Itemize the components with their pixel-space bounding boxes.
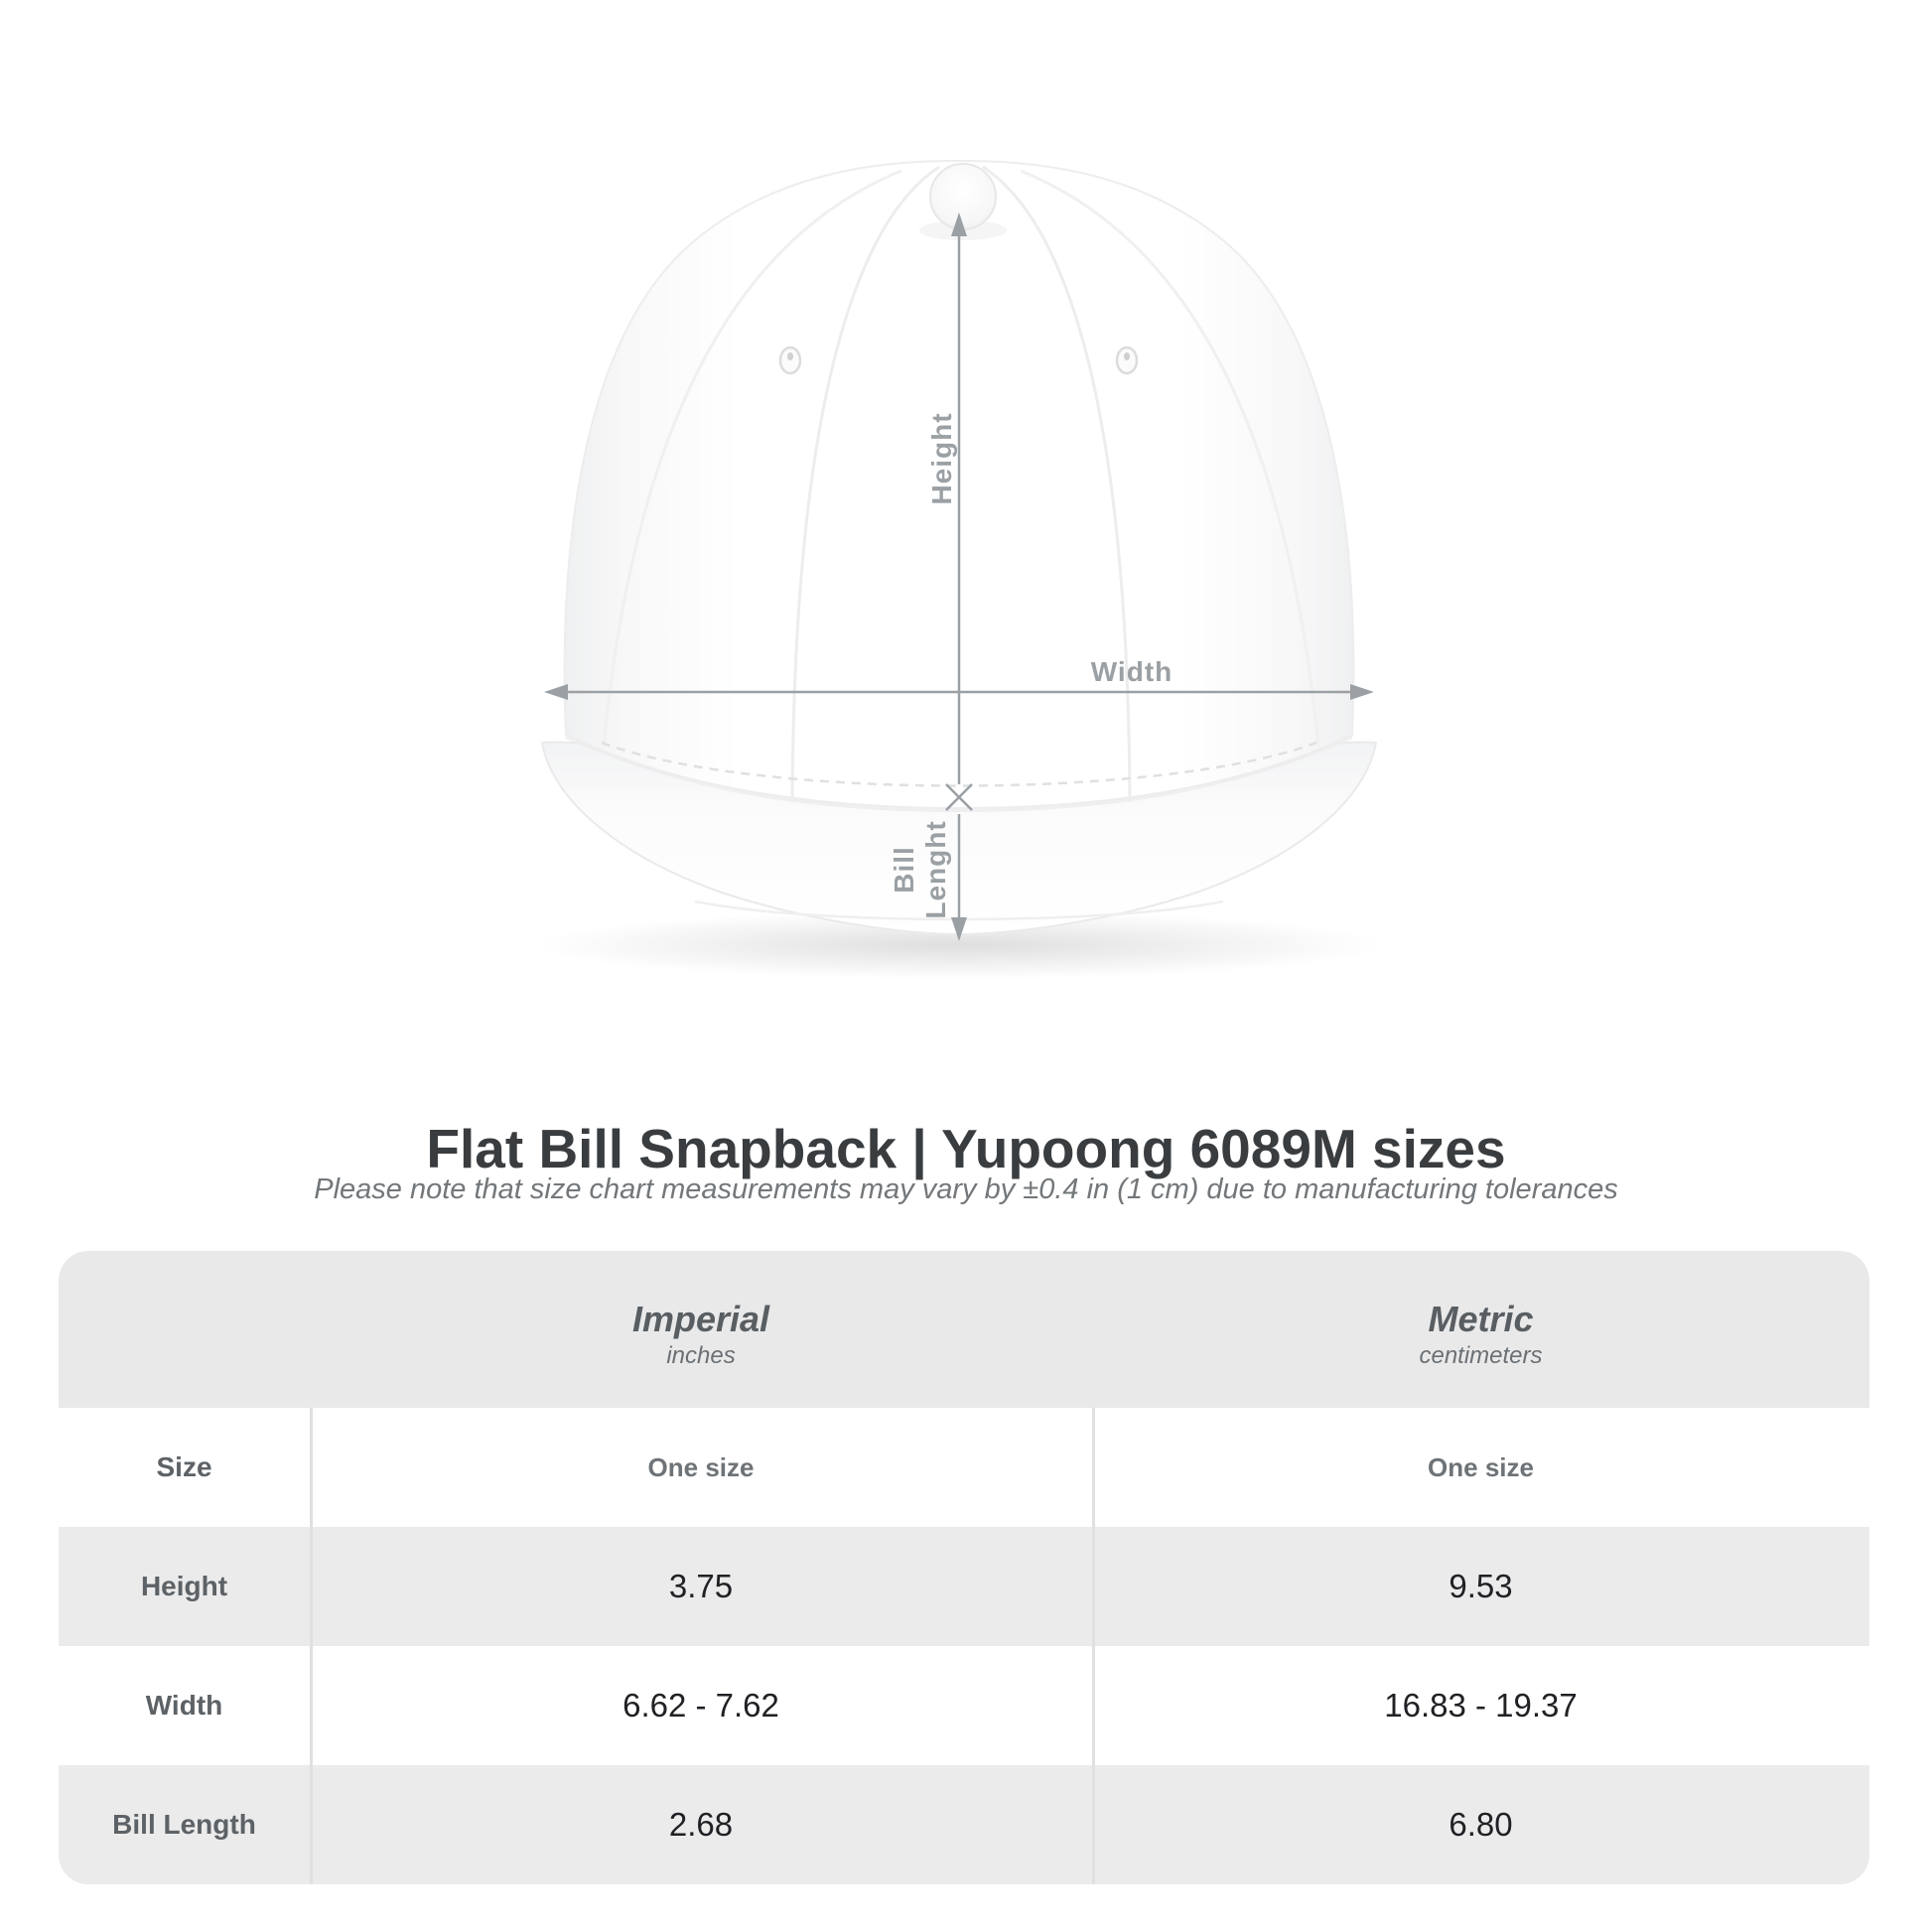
size-table <box>59 1251 1869 1884</box>
bill-length-measure-label-line1: Bill <box>889 846 919 894</box>
width-metric-value: 16.83 - 19.37 <box>1384 1687 1578 1724</box>
size-metric-value: One size <box>1428 1451 1534 1482</box>
metric-column-header <box>1092 1251 1869 1408</box>
size-table-header <box>59 1251 1869 1408</box>
height-imperial-value: 3.75 <box>668 1568 734 1604</box>
imperial-column-header <box>310 1251 1092 1408</box>
column-divider <box>1092 1408 1095 1884</box>
bill-length-measure-label-line2: Lenght <box>920 820 951 919</box>
table-row-width <box>59 1646 1869 1765</box>
column-divider <box>310 1408 313 1884</box>
table-row-size <box>59 1408 1869 1527</box>
row-label: Height <box>140 1571 228 1601</box>
size-imperial-value: One size <box>647 1451 755 1482</box>
width-measure-label: Width <box>1090 656 1173 687</box>
width-imperial-value: 6.62 - 7.62 <box>622 1687 779 1724</box>
table-row-height <box>59 1527 1869 1646</box>
table-row-bill-length <box>59 1765 1869 1884</box>
row-label: Size <box>156 1451 212 1482</box>
row-label: Width <box>145 1690 223 1721</box>
eyelet <box>780 347 800 373</box>
height-measure-label: Height <box>926 412 957 505</box>
imperial-label: Imperial <box>631 1299 770 1339</box>
tolerance-note: Please note that size chart measurements may vary by ±0.4 in (1 cm) due to manufacturing tolerances <box>314 1173 1618 1205</box>
bill-length-metric-value: 6.80 <box>1449 1806 1513 1843</box>
height-metric-value: 9.53 <box>1449 1568 1513 1604</box>
metric-label: Metric <box>1428 1299 1534 1339</box>
metric-unit-label: centimeters <box>1419 1342 1543 1369</box>
header-spacer-cell <box>59 1251 310 1408</box>
eyelet <box>1117 347 1137 373</box>
imperial-unit-label: inches <box>666 1342 736 1369</box>
row-label: Bill Length <box>112 1809 256 1840</box>
bill-length-imperial-value: 2.68 <box>668 1806 734 1843</box>
page-title: Flat Bill Snapback | Yupoong 6089M sizes <box>426 1118 1506 1179</box>
